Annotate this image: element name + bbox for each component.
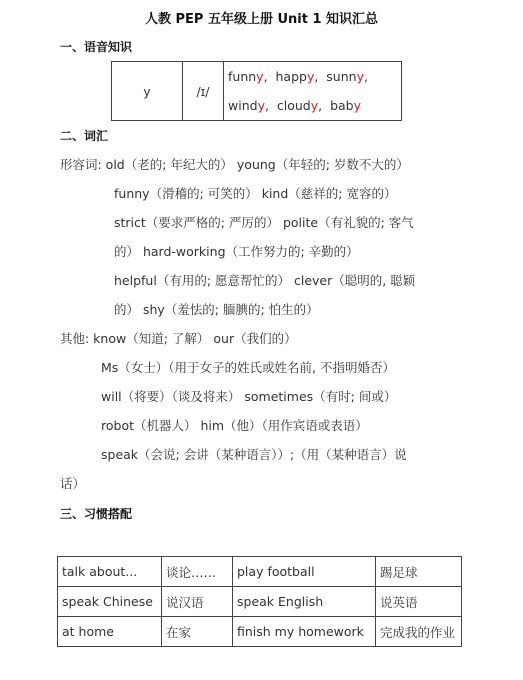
- phrase-en: speak English: [233, 587, 376, 617]
- section-heading-phrases: 三、习惯搭配: [60, 507, 133, 521]
- phrase-en: finish my homework: [233, 617, 376, 647]
- phonics-word-stem: cloud: [276, 98, 311, 113]
- phonics-word-stem: sunn: [326, 69, 357, 84]
- phonics-word: [330, 98, 361, 113]
- phonics-word-ending: y: [306, 69, 315, 84]
- vocab-line: strict（要求严格的; 严厉的） polite（有礼貌的; 客气: [114, 215, 414, 230]
- phonics-word: [326, 69, 364, 84]
- vocab-line: 话）: [60, 476, 86, 491]
- phonics-word-separator: ,: [363, 69, 368, 84]
- phonics-table: [111, 61, 402, 121]
- phonics-word-stem: funn: [228, 69, 257, 84]
- vocab-line: Ms（女士）（用于女子的姓氏或姓名前, 不指明婚否）: [101, 360, 395, 375]
- phonics-word-ending: y: [353, 98, 362, 113]
- section-heading-phonics: 一、语音知识: [60, 40, 133, 54]
- phrase-en: at home: [58, 617, 162, 647]
- phonics-word: [277, 98, 318, 113]
- phonics-word-separator: ,: [264, 98, 277, 113]
- phrase-cn: 说英语: [376, 587, 462, 617]
- vocab-line: 的） shy（羞怯的; 腼腆的; 怕生的）: [114, 302, 319, 317]
- table-row: [58, 587, 462, 617]
- phonics-word-separator: ,: [318, 98, 331, 113]
- phonics-words-row-1: [228, 62, 397, 91]
- phonics-word-ending: y: [257, 98, 265, 113]
- vocab-line: 形容词: old（老的; 年纪大的） young（年轻的; 岁数不大的）: [60, 157, 409, 172]
- phrase-en: talk about...: [58, 557, 162, 587]
- phonics-word-ending: y: [356, 69, 364, 84]
- page-title: 人教 PEP 五年级上册 Unit 1 知识汇总: [144, 12, 379, 27]
- phonics-symbol: /ɪ/: [183, 62, 224, 121]
- section-heading-vocab: 二、词汇: [60, 129, 109, 143]
- vocab-line: 的） hard-working（工作努力的; 辛勤的）: [114, 244, 359, 259]
- phrase-cn: 踢足球: [376, 557, 462, 587]
- table-row: [58, 617, 462, 647]
- phonics-word-separator: ,: [263, 69, 276, 84]
- vocab-line: speak（会说; 会讲（某种语言））;（用（某种语言）说: [101, 447, 407, 462]
- vocab-line: helpful（有用的; 愿意帮忙的） clever（聪明的, 聪颖: [114, 273, 416, 288]
- phrase-en: speak Chinese: [58, 587, 162, 617]
- phonics-word-stem: wind: [228, 98, 258, 113]
- phonics-words: [224, 62, 402, 121]
- vocab-line: 其他: know（知道; 了解） our（我们的）: [60, 331, 297, 346]
- vocab-line: funny（滑稽的; 可笑的） kind（慈祥的; 宽容的）: [114, 186, 397, 201]
- phonics-word-ending: y: [256, 69, 264, 84]
- phonics-letter: y: [112, 62, 183, 121]
- phonics-word-separator: ,: [314, 69, 327, 84]
- vocab-line: robot（机器人） him（他）（用作宾语或表语）: [101, 418, 368, 433]
- phonics-word-ending: y: [310, 98, 319, 113]
- phrase-cn: 说汉语: [162, 587, 233, 617]
- phonics-words-row-2: [228, 91, 397, 120]
- phonics-word: [228, 69, 264, 84]
- phrase-cn: 完成我的作业: [376, 617, 462, 647]
- phonics-word: [276, 69, 315, 84]
- phonics-word-stem: bab: [330, 98, 354, 113]
- phrase-en: play football: [233, 557, 376, 587]
- vocab-line: will（将要）（谈及将来） sometimes（有时; 间或）: [101, 389, 397, 404]
- phonics-word-stem: happ: [275, 69, 307, 84]
- phrases-table: [57, 556, 462, 647]
- phrase-cn: 谈论……: [162, 557, 233, 587]
- phrase-cn: 在家: [162, 617, 233, 647]
- phonics-word: [228, 98, 265, 113]
- table-row: [58, 557, 462, 587]
